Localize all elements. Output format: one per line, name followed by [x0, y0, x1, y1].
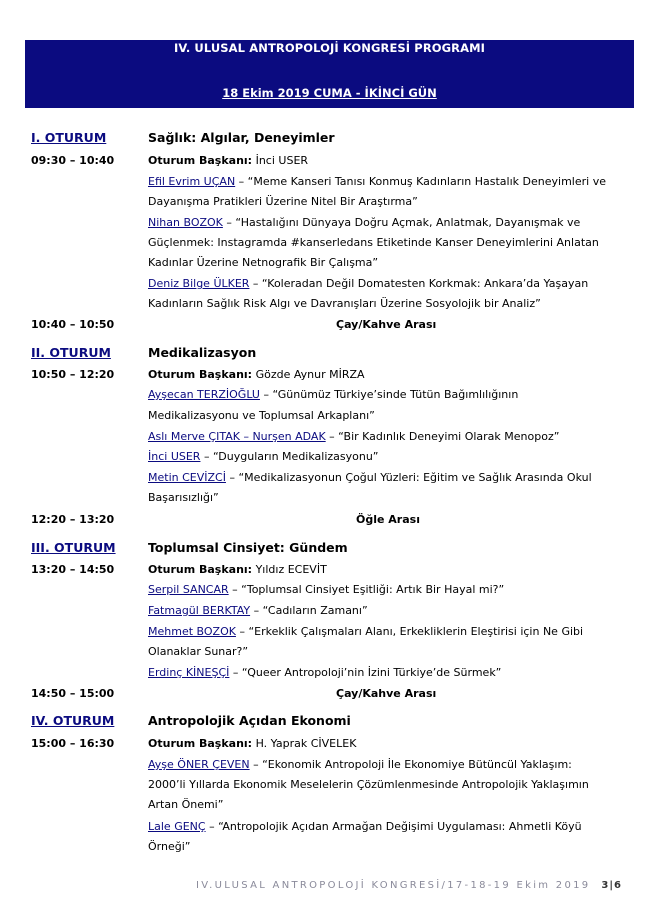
paper-author[interactable]: İnci USER: [148, 450, 201, 463]
paper-author[interactable]: Aslı Merve ÇITAK – Nurşen ADAK: [148, 430, 326, 443]
session-2-time: 10:50 – 12:20: [31, 368, 115, 381]
paper-author[interactable]: Erdinç KİNEŞÇİ: [148, 666, 230, 679]
program-title: IV. ULUSAL ANTROPOLOJİ KONGRESİ PROGRAMI: [173, 41, 486, 55]
footer-text: IV.ULUSAL ANTROPOLOJİ KONGRESİ/17-18-19 Ekim 2019: [196, 880, 591, 891]
paper-title: – “Medikalizasyonun Çoğul Yüzleri: Eğitim ve Sağlık Arasında Okul: [225, 471, 592, 484]
paper-author[interactable]: Fatmagül BERKTAY: [148, 604, 251, 617]
session-3-label: III. OTURUM: [31, 540, 116, 555]
session-4-chair: [148, 737, 356, 750]
page-footer: [196, 880, 622, 891]
paper-line: Kadınlar Üzerine Netnografik Bir Çalışma”: [148, 256, 379, 269]
paper-line: [148, 277, 588, 290]
break-1-label: Çay/Kahve Arası: [336, 318, 437, 331]
session-2-chair: [148, 368, 365, 381]
chair-label: Oturum Başkanı:: [148, 368, 253, 381]
paper-line: [148, 216, 580, 229]
break-2-label: Öğle Arası: [356, 513, 420, 526]
paper-title: – “Günümüz Türkiye’sinde Tütün Bağımlılığının: [259, 388, 519, 401]
paper-author[interactable]: Serpil SANCAR: [148, 583, 229, 596]
paper-line: [148, 430, 559, 443]
chair-name: Gözde Aynur MİRZA: [252, 368, 365, 381]
session-1-label: I. OTURUM: [31, 130, 107, 145]
paper-title: – “Koleradan Değil Domatesten Korkmak: Ankara’da Yaşayan: [249, 277, 589, 290]
paper-line: [148, 175, 606, 188]
session-1-title: Sağlık: Algılar, Deneyimler: [148, 130, 335, 145]
session-4-title: Antropolojik Açıdan Ekonomi: [148, 713, 351, 728]
paper-author[interactable]: Ayşe ÖNER ÇEVEN: [148, 758, 250, 771]
session-3-title: Toplumsal Cinsiyet: Gündem: [148, 540, 348, 555]
paper-author[interactable]: Ayşecan TERZİOĞLU: [148, 388, 260, 401]
break-3-time: 14:50 – 15:00: [31, 687, 115, 700]
chair-name: İnci USER: [252, 154, 309, 167]
paper-author[interactable]: Deniz Bilge ÜLKER: [148, 277, 250, 290]
paper-title: – “Cadıların Zamanı”: [250, 604, 368, 617]
session-4-label: IV. OTURUM: [31, 713, 115, 728]
paper-line: Olanaklar Sunar?”: [148, 645, 249, 658]
paper-title: – “Antropolojik Açıdan Armağan Değişimi Uygulaması: Ahmetli Köyü: [205, 820, 582, 833]
paper-line: Kadınların Sağlık Risk Algı ve Davranışları Üzerine Sosyolojik bir Analiz”: [148, 297, 541, 310]
paper-line: [148, 820, 582, 833]
paper-title: – “Hastalığını Dünyaya Doğru Açmak, Anlatmak, Dayanışmak ve: [222, 216, 581, 229]
paper-title: – “Toplumsal Cinsiyet Eşitliği: Artık Bir Hayal mi?”: [228, 583, 505, 596]
chair-label: Oturum Başkanı:: [148, 563, 253, 576]
paper-title: – “Ekonomik Antropoloji İle Ekonomiye Bütüncül Yaklaşım:: [249, 758, 572, 771]
chair-name: Yıldız ECEVİT: [252, 563, 327, 576]
paper-line: [148, 388, 518, 401]
paper-line: [148, 471, 592, 484]
paper-line: Örneği”: [148, 840, 191, 853]
paper-line: Başarısızlığı”: [148, 491, 219, 504]
day-heading: 18 Ekim 2019 CUMA - İKİNCİ GÜN: [222, 86, 437, 100]
paper-author[interactable]: Lale GENÇ: [148, 820, 206, 833]
paper-line: [148, 583, 504, 596]
session-3-time: 13:20 – 14:50: [31, 563, 115, 576]
paper-line: Artan Önemi”: [148, 798, 224, 811]
session-1-chair: [148, 154, 308, 167]
paper-title: – “Queer Antropoloji’nin İzini Türkiye’de Sürmek”: [229, 666, 502, 679]
paper-line: 2000’li Yıllarda Ekonomik Meselelerin Çözümlenmesinde Antropolojik Yaklaşımın: [148, 778, 589, 791]
paper-author[interactable]: Efil Evrim UÇAN: [148, 175, 236, 188]
session-2-label: II. OTURUM: [31, 345, 111, 360]
header-banner: [25, 40, 634, 108]
paper-line: Medikalizasyonu ve Toplumsal Arkaplanı”: [148, 409, 375, 422]
break-3-label: Çay/Kahve Arası: [336, 687, 437, 700]
paper-author[interactable]: Nihan BOZOK: [148, 216, 223, 229]
paper-author[interactable]: Metin CEVİZCİ: [148, 471, 226, 484]
chair-label: Oturum Başkanı:: [148, 737, 253, 750]
break-1-time: 10:40 – 10:50: [31, 318, 115, 331]
paper-line: [148, 625, 583, 638]
paper-title: – “Meme Kanseri Tanısı Konmuş Kadınların Hastalık Deneyimleri ve: [235, 175, 606, 188]
paper-title: – “Bir Kadınlık Deneyimi Olarak Menopoz”: [325, 430, 560, 443]
break-2-time: 12:20 – 13:20: [31, 513, 115, 526]
chair-name: H. Yaprak CİVELEK: [252, 737, 357, 750]
paper-line: [148, 604, 368, 617]
paper-title: – “Erkeklik Çalışmaları Alanı, Erkekliklerin Eleştirisi için Ne Gibi: [235, 625, 584, 638]
paper-line: [148, 450, 379, 463]
paper-line: [148, 758, 572, 771]
session-4-time: 15:00 – 16:30: [31, 737, 115, 750]
session-1-time: 09:30 – 10:40: [31, 154, 115, 167]
page-number: 3|6: [601, 880, 622, 891]
paper-line: [148, 666, 501, 679]
paper-line: Dayanışma Pratikleri Üzerine Nitel Bir Araştırma”: [148, 195, 418, 208]
chair-label: Oturum Başkanı:: [148, 154, 253, 167]
session-2-title: Medikalizasyon: [148, 345, 257, 360]
paper-author[interactable]: Mehmet BOZOK: [148, 625, 236, 638]
paper-title: – “Duyguların Medikalizasyonu”: [200, 450, 379, 463]
paper-line: Güçlenmek: Instagramda #kanserledans Etiketinde Kanser Deneyimlerini Anlatan: [148, 236, 599, 249]
session-3-chair: [148, 563, 327, 576]
